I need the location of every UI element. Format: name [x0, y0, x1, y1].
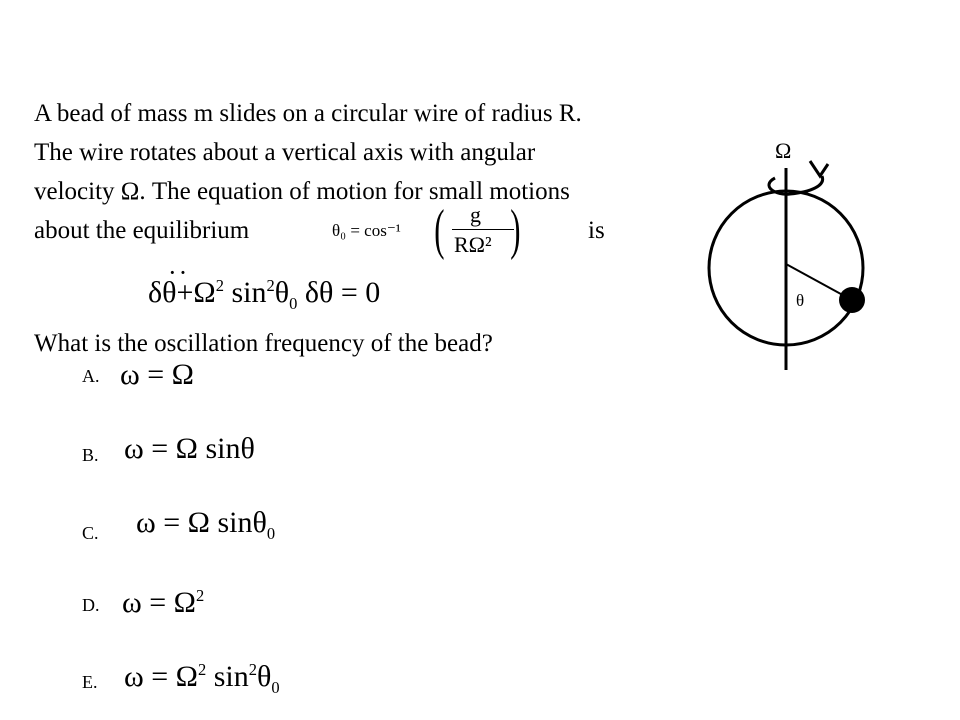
- question-line-4-end: is: [588, 217, 605, 244]
- option-a-letter[interactable]: A.: [82, 366, 100, 386]
- question-line-4: about the equilibrium: [34, 217, 250, 244]
- option-c-lhs: ω = Ω sinθ: [136, 506, 267, 539]
- right-paren: ): [510, 199, 521, 261]
- question-line-3: velocity Ω. The equation of motion for small motions: [34, 178, 570, 205]
- option-c-letter[interactable]: C.: [82, 523, 99, 543]
- option-d-sup: 2: [195, 586, 205, 605]
- motion-eq-part-a: δθ: [148, 276, 177, 309]
- motion-eq-part-e: δθ = 0: [297, 276, 381, 309]
- option-e-mid: sin: [206, 660, 249, 693]
- left-paren: (: [434, 199, 445, 261]
- motion-eq-sub-d: 0: [289, 294, 298, 313]
- option-d-lhs: ω = Ω: [122, 586, 196, 619]
- option-e-letter[interactable]: E.: [82, 672, 98, 692]
- option-b-lhs: ω = Ω sinθ: [124, 432, 255, 465]
- motion-eq-part-c: sin: [223, 276, 267, 309]
- question-line-2: The wire rotates about a vertical axis with angular: [34, 139, 536, 166]
- option-b-letter[interactable]: B.: [82, 445, 99, 465]
- equilibrium-lhs: θ₀ = cos⁻¹: [332, 221, 401, 240]
- question-line-5: What is the oscillation frequency of the bead?: [34, 330, 493, 357]
- motion-eq-part-b: +Ω: [176, 276, 216, 309]
- fraction-numerator: g: [470, 202, 481, 227]
- motion-eq-sup-c: 2: [266, 276, 275, 295]
- theta-label: θ: [796, 291, 805, 310]
- rotation-arrow-head-icon: [810, 161, 828, 176]
- option-e-lhs: ω = Ω: [124, 660, 198, 693]
- option-c-sub: 0: [266, 524, 276, 543]
- fraction-denominator: RΩ²: [454, 232, 492, 257]
- option-e-sub: 0: [271, 678, 280, 697]
- bead: [839, 287, 865, 313]
- question-line-1: A bead of mass m slides on a circular wire of radius R.: [34, 100, 582, 127]
- option-e-tail: θ: [256, 660, 272, 693]
- option-e-sup2: 2: [248, 660, 257, 679]
- double-dot-accent: ··: [168, 258, 190, 287]
- motion-eq-part-d: θ: [274, 276, 290, 309]
- option-d-letter[interactable]: D.: [82, 595, 100, 615]
- option-a-lhs: ω = Ω: [120, 358, 194, 391]
- motion-eq-sup-b: 2: [215, 276, 224, 295]
- omega-label: Ω: [775, 138, 792, 163]
- option-e-sup1: 2: [197, 660, 207, 679]
